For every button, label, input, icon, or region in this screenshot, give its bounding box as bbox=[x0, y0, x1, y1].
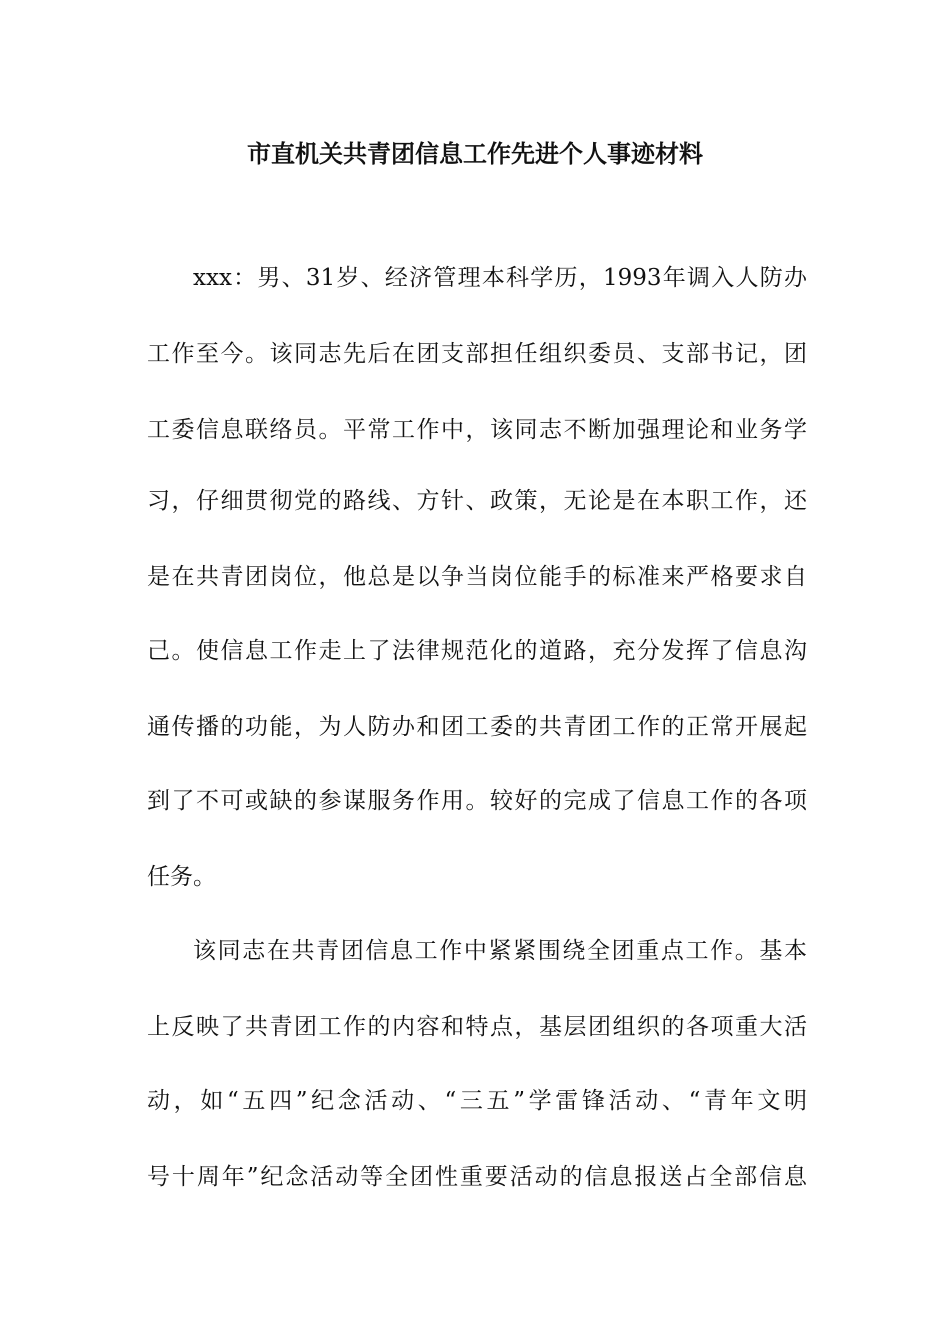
paragraph-2-line-3: 动，如“五四”纪念活动、“三五”学雷锋活动、“青年文明 bbox=[147, 1088, 807, 1114]
paragraph-1-line-7: 通传播的功能，为人防办和团工委的共青团工作的正常开展起 bbox=[147, 714, 807, 740]
paragraph-2-line-1: 该同志在共青团信息工作中紧紧围绕全团重点工作。基本 bbox=[193, 938, 807, 964]
paragraph-1-line-2: 工作至今。该同志先后在团支部担任组织委员、支部书记，团 bbox=[147, 341, 807, 367]
paragraph-2-line-4: 号十周年”纪念活动等全团性重要活动的信息报送占全部信息 bbox=[147, 1164, 807, 1190]
paragraph-1-line-6: 己。使信息工作走上了法律规范化的道路，充分发挥了信息沟 bbox=[147, 638, 807, 664]
paragraph-1-line-4: 习，仔细贯彻党的路线、方针、政策，无论是在本职工作，还 bbox=[147, 488, 807, 514]
paragraph-2-line-2: 上反映了共青团工作的内容和特点，基层团组织的各项重大活 bbox=[147, 1014, 807, 1040]
paragraph-1-line-8: 到了不可或缺的参谋服务作用。较好的完成了信息工作的各项 bbox=[147, 788, 807, 814]
paragraph-1-line-5: 是在共青团岗位，他总是以争当岗位能手的标准来严格要求自 bbox=[147, 564, 807, 590]
document-title: 市直机关共青团信息工作先进个人事迹材料 bbox=[247, 140, 703, 168]
paragraph-1-line-3: 工委信息联络员。平常工作中，该同志不断加强理论和业务学 bbox=[147, 417, 807, 443]
paragraph-1-line-9: 任务。 bbox=[147, 864, 216, 890]
paragraph-1-line-1: xxx：男、31岁、经济管理本科学历，1993年调入人防办 bbox=[193, 265, 807, 291]
